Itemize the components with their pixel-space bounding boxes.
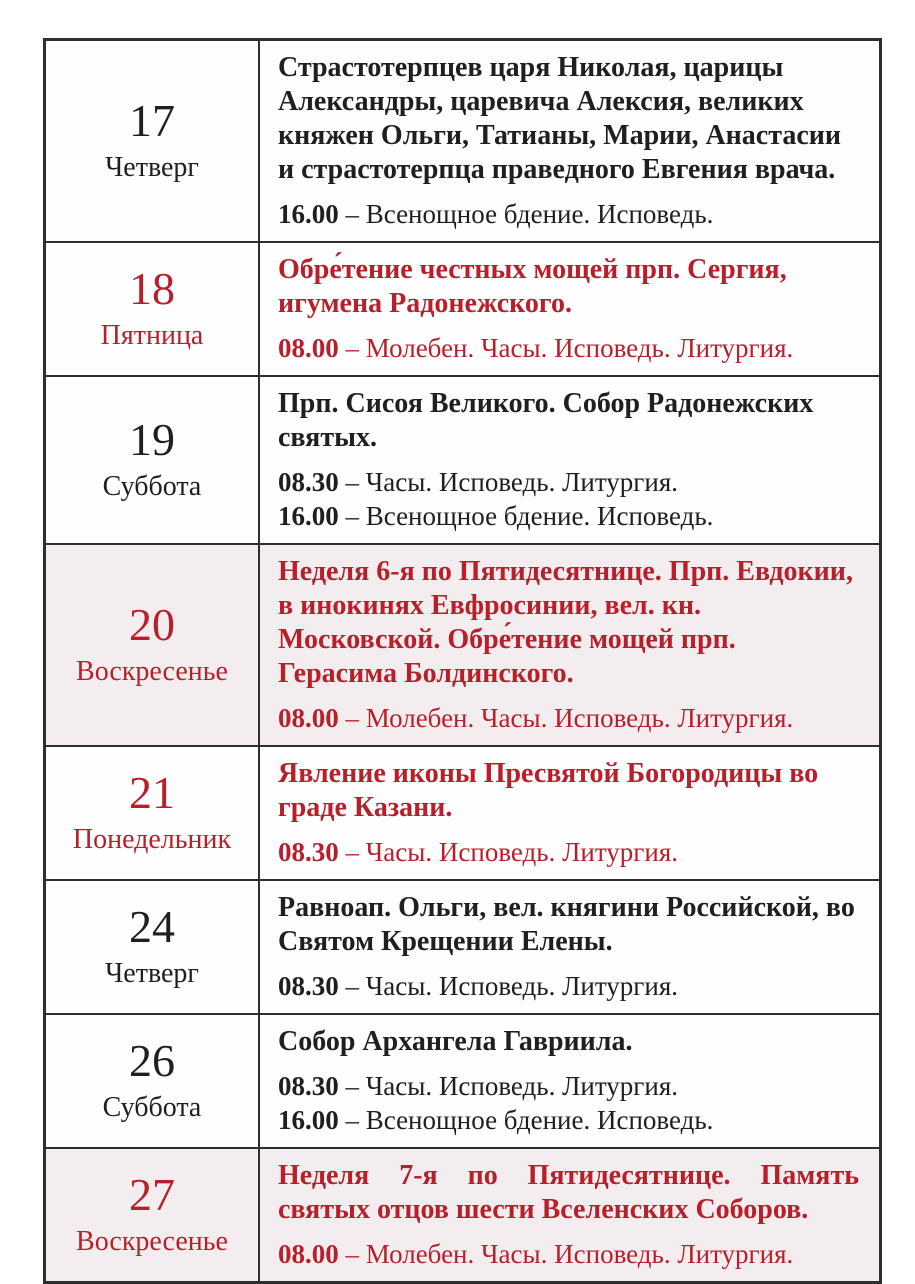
service-text: – Молебен. Часы. Исповедь. Литургия. [345,333,794,363]
content-cell [259,544,881,746]
date-day-name: Воскресенье [76,1226,228,1258]
content-cell [259,880,881,1014]
service-line [278,1069,859,1103]
feast-title: Страстотерпцев царя Николая, царицы Александры, царевича Алексия, великих княжен Ольги, Татианы, Марии, Анастасии и страстотерпца праведного Евгения врача. [278,52,842,185]
date-number: 26 [129,1034,175,1086]
service-time: 08.00 [278,333,339,363]
content-cell [259,1014,881,1148]
schedule-row [45,242,881,376]
date-day-name: Понедельник [72,824,232,856]
service-line [278,835,859,869]
service-line [278,331,859,365]
service-line [278,197,859,231]
schedule-row [45,544,881,746]
services-list [278,197,859,231]
content-cell [259,376,881,544]
schedule-row [45,1148,881,1283]
content-cell [259,1148,881,1283]
service-line [278,1103,859,1137]
service-time: 08.30 [278,837,339,867]
content-cell [259,746,881,880]
feast-title: Неделя 6-я по Пятидесятнице. Прп. Евдокии, в инокинях Евфросинии, вел. кн. Московской. Обре́тение мощей прп. Герасима Болдинского. [278,556,853,689]
service-time: 08.30 [278,1071,339,1101]
services-list [278,465,859,533]
service-time: 08.00 [278,703,339,733]
services-list [278,1237,859,1271]
schedule-table [43,38,882,1284]
date-number: 27 [129,1168,175,1220]
schedule-row [45,40,881,243]
feast-title: Равноап. Ольги, вел. княгини Российской, во Святом Крещении Елены. [278,892,855,957]
date-number: 21 [129,766,175,818]
date-day-name: Суббота [102,471,202,503]
date-day-name: Воскресенье [76,656,228,688]
service-text: – Часы. Исповедь. Литургия. [345,971,679,1001]
service-line [278,969,859,1003]
feast-title: Неделя 7-я по Пятидесятнице. Память святых отцов шести Вселенских Соборов. [278,1160,859,1225]
service-time: 16.00 [278,501,339,531]
schedule-row [45,746,881,880]
date-cell [45,746,260,880]
date-day-name: Четверг [105,958,199,990]
feast-title: Прп. Сисоя Великого. Собор Радонежских святых. [278,388,814,453]
date-cell [45,376,260,544]
feast-title: Явление иконы Пресвятой Богородицы во граде Казани. [278,758,819,823]
service-line [278,499,859,533]
service-line [278,465,859,499]
content-cell [259,40,881,243]
date-cell [45,40,260,243]
schedule-row [45,880,881,1014]
service-text: – Часы. Исповедь. Литургия. [345,837,679,867]
service-line [278,701,859,735]
service-text: – Молебен. Часы. Исповедь. Литургия. [345,703,794,733]
services-list [278,701,859,735]
content-cell [259,242,881,376]
date-day-name: Суббота [102,1092,202,1124]
date-cell [45,544,260,746]
service-time: 08.30 [278,467,339,497]
service-time: 16.00 [278,1105,339,1135]
date-cell [45,1148,260,1283]
services-list [278,969,859,1003]
date-day-name: Пятница [100,320,204,352]
services-list [278,331,859,365]
service-text: – Всенощное бдение. Исповедь. [345,199,714,229]
date-cell [45,1014,260,1148]
date-cell [45,880,260,1014]
service-text: – Часы. Исповедь. Литургия. [345,1071,679,1101]
service-text: – Часы. Исповедь. Литургия. [345,467,679,497]
services-list [278,835,859,869]
date-number: 17 [129,94,175,146]
date-number: 19 [129,413,175,465]
service-text: – Всенощное бдение. Исповедь. [345,1105,714,1135]
date-number: 18 [129,262,175,314]
service-time: 16.00 [278,199,339,229]
date-day-name: Четверг [105,152,199,184]
service-text: – Всенощное бдение. Исповедь. [345,501,714,531]
date-number: 24 [129,900,175,952]
date-cell [45,242,260,376]
date-number: 20 [129,598,175,650]
feast-title: Собор Архангела Гавриила. [278,1026,633,1057]
service-text: – Молебен. Часы. Исповедь. Литургия. [345,1239,794,1269]
services-list [278,1069,859,1137]
schedule-row [45,1014,881,1148]
service-time: 08.30 [278,971,339,1001]
schedule-body [45,40,881,1283]
schedule-row [45,376,881,544]
feast-title: Обре́тение честных мощей прп. Сергия, игумена Радонежского. [278,254,787,319]
service-line [278,1237,859,1271]
service-time: 08.00 [278,1239,339,1269]
